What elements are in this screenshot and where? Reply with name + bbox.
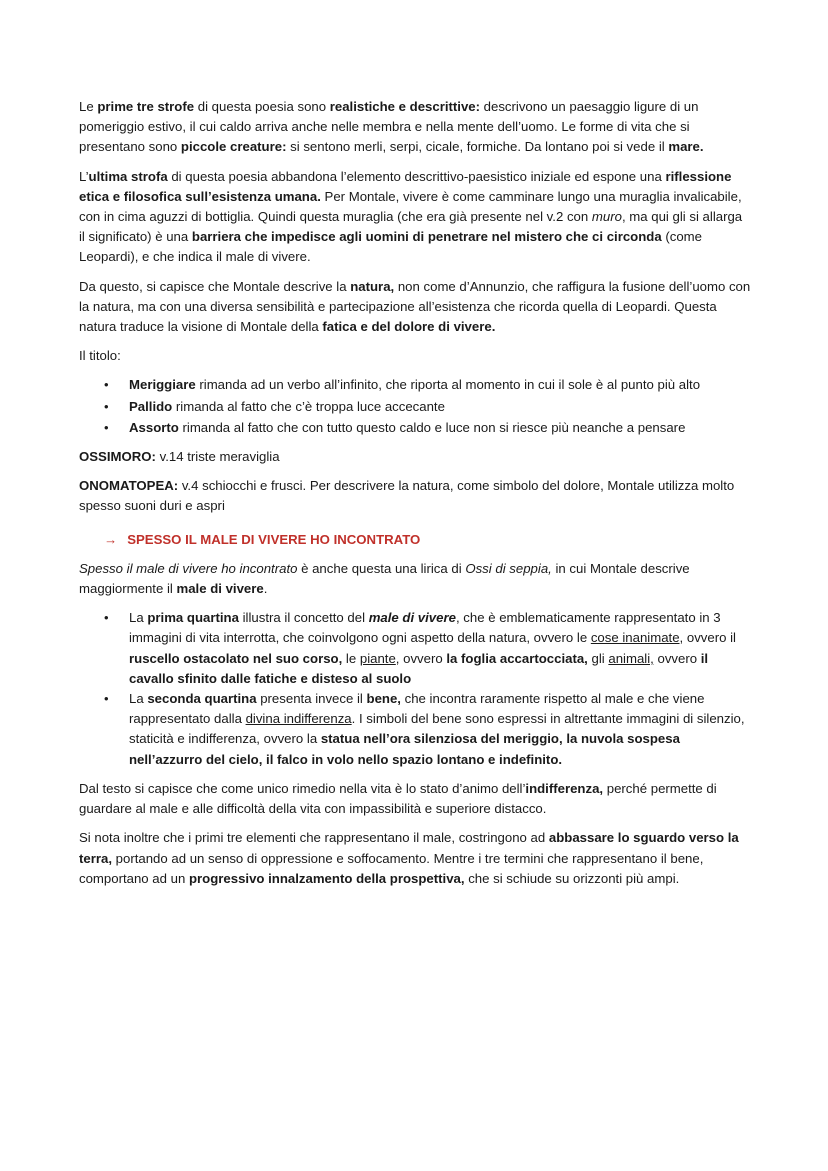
- text-run: Assorto: [129, 419, 179, 435]
- text-run: prime tre strofe: [97, 99, 195, 114]
- text-run: ovvero: [653, 650, 701, 666]
- text-run: Si nota inoltre che i primi tre elementi che rappresentano il male, costringono ad: [79, 830, 549, 846]
- text-run: rimanda ad un verbo all’infinito, che riporta al momento in cui il sole è al punto più alto: [195, 377, 701, 393]
- text-run: male di vivere: [176, 581, 264, 597]
- text-run: mare.: [668, 139, 704, 155]
- text-run: progressivo innalzamento della prospettiva,: [188, 870, 465, 886]
- text-run: v.14 triste meraviglia: [155, 449, 280, 465]
- text-run: , che è emblematicamente rappresentato in 3 immagini di vita interrotta, che coinvolgono ogni aspetto della natura, ovvero le: [129, 610, 721, 646]
- text-run: abbassare lo sguardo verso la terra,: [79, 830, 739, 866]
- text-run: Pallido: [129, 398, 173, 414]
- section-heading-text: SPESSO IL MALE DI VIVERE HO INCONTRATO: [127, 531, 421, 547]
- bullet-icon: •: [104, 691, 109, 707]
- text-run: realistiche e descrittive:: [329, 99, 480, 114]
- bullet-icon: •: [104, 419, 109, 435]
- text-run: Meriggiare: [129, 377, 196, 393]
- text-run: divina indifferenza: [245, 711, 352, 727]
- paragraph-ultima-strofa: [79, 167, 751, 268]
- text-run: che incontra raramente rispetto al male e che viene rappresentato dalla: [129, 691, 705, 727]
- text-run: v.4 schiocchi e frusci. Per descrivere la natura, come simbolo del dolore, Montale utilizza molto spesso suoni duri e aspri: [79, 478, 735, 514]
- text-run: perché permette di guardare al male e alle difficoltà della vita con impassibilità e superiore distacco.: [79, 780, 717, 817]
- text-run: Il titolo:: [79, 348, 121, 364]
- text-run: non come d’Annunzio, che raffigura la fusione dell’uomo con la natura, ma con una diversa sensibilità e partecipazione all’esistenza che ricorda quella di Leopardi. Questa natura traduce la visione di Montale della: [79, 278, 751, 335]
- text-run: Dal testo si capisce che come unico rimedio nella vita è lo stato d’animo dell’: [79, 780, 526, 796]
- paragraph-spesso-intro: [79, 559, 751, 599]
- text-run: di questa poesia sono: [194, 99, 330, 114]
- text-run: barriera che impedisce agli uomini di penetrare nel mistero che ci circonda: [191, 229, 662, 245]
- text-run: fatica e del dolore di vivere.: [322, 319, 496, 335]
- arrow-right-icon: →: [104, 531, 118, 547]
- text-run: gli: [587, 650, 609, 666]
- list-item: [79, 375, 751, 395]
- text-run: seconda quartina: [147, 691, 257, 707]
- text-run: in cui Montale descrive maggiormente il: [79, 560, 690, 597]
- list-item: [79, 418, 751, 438]
- text-run: Ossi di seppia,: [465, 560, 552, 576]
- text-run: la foglia accartocciata,: [446, 650, 588, 666]
- text-run: illustra il concetto del: [238, 610, 369, 626]
- text-run: si sentono merli, serpi, cicale, formiche. Da lontano poi si vede il: [286, 139, 669, 155]
- text-run: che si schiude su orizzonti più ampi.: [464, 870, 680, 886]
- title-word-list: [79, 375, 751, 438]
- quartine-list: [79, 608, 751, 770]
- paragraph-natura: [79, 277, 751, 338]
- text-run: rimanda al fatto che con tutto questo caldo e luce non si riesce più neanche a pensare: [178, 419, 686, 435]
- text-run: statua nell’ora silenziosa del meriggio, la nuvola sospesa nell’azzurro del cielo, il falco in volo nello spazio lontano e indefinito.: [129, 731, 680, 767]
- bullet-icon: •: [104, 377, 109, 393]
- text-run: (come Leopardi), e che indica il male di vivere.: [79, 229, 702, 265]
- text-run: , ma qui gli si allarga il significato) è una: [79, 209, 743, 245]
- text-run: Per Montale, vivere è come camminare lungo una muraglia invalicabile, con in cima aguzzi di bottiglia. Quindi questa muraglia (che era già presente nel v.2 con: [79, 188, 742, 225]
- text-run: ultima strofa: [88, 168, 168, 184]
- section-heading: [104, 530, 751, 550]
- text-run: indifferenza,: [525, 780, 604, 796]
- text-run: . I simboli del bene sono espressi in altrettante immagini di silenzio, staticità e indifferenza, ovvero la: [129, 711, 745, 747]
- text-run: , ovvero il: [679, 630, 736, 646]
- text-run: piante: [359, 650, 396, 666]
- text-run: il cavallo sfinito dalle fatiche e disteso al suolo: [129, 650, 709, 686]
- text-run: cose inanimate: [590, 630, 680, 646]
- text-run: ruscello ostacolato nel suo corso,: [129, 650, 343, 666]
- text-run: Spesso il male di vivere ho incontrato: [79, 560, 298, 576]
- text-run: riflessione etica e filosofica sull’esistenza umana.: [79, 168, 732, 204]
- list-item: [79, 689, 751, 770]
- paragraph-onomatopea: [79, 476, 751, 516]
- paragraph-indifferenza: [79, 779, 751, 819]
- text-run: Da questo, si capisce che Montale descrive la: [79, 278, 351, 294]
- text-run: le: [342, 650, 360, 666]
- text-run: OSSIMORO:: [79, 449, 156, 465]
- text-run: di questa poesia abbandona l’elemento descrittivo-paesistico iniziale ed espone una: [167, 168, 666, 184]
- text-run: muro: [591, 209, 622, 225]
- text-run: bene,: [366, 691, 401, 707]
- bullet-icon: •: [104, 610, 109, 626]
- text-run: La: [129, 610, 148, 626]
- text-run: .: [263, 581, 268, 597]
- text-run: natura,: [350, 278, 395, 294]
- bullet-icon: •: [104, 398, 109, 414]
- text-run: ONOMATOPEA:: [79, 478, 179, 494]
- text-run: animali,: [608, 650, 654, 666]
- text-run: è anche questa una lirica di: [297, 560, 466, 576]
- text-run: descrivono un paesaggio ligure di un pomeriggio estivo, il cui caldo arriva anche nelle membra e nella mente dell’uomo. Le forme di vita che si presentano sono: [79, 99, 699, 155]
- paragraph-ossimoro: [79, 447, 751, 467]
- list-item: [79, 608, 751, 689]
- text-run: male di vivere: [368, 610, 456, 626]
- text-run: La: [129, 691, 148, 707]
- text-run: prima quartina: [147, 610, 239, 626]
- text-run: rimanda al fatto che c’è troppa luce accecante: [172, 398, 445, 414]
- text-run: , ovvero: [395, 650, 447, 666]
- paragraph-titolo-intro: [79, 346, 751, 366]
- paragraph-prospettiva: [79, 828, 751, 889]
- text-run: L’: [79, 168, 89, 184]
- text-run: portando ad un senso di oppressione e soffocamento. Mentre i tre termini che rappresentano il bene, comportano ad un: [79, 850, 704, 886]
- document-page: [79, 97, 751, 898]
- paragraph-prime-strofe: [79, 97, 751, 158]
- text-run: piccole creature:: [180, 139, 287, 155]
- text-run: presenta invece il: [256, 691, 367, 707]
- list-item: [79, 397, 751, 417]
- text-run: Le: [79, 99, 98, 114]
